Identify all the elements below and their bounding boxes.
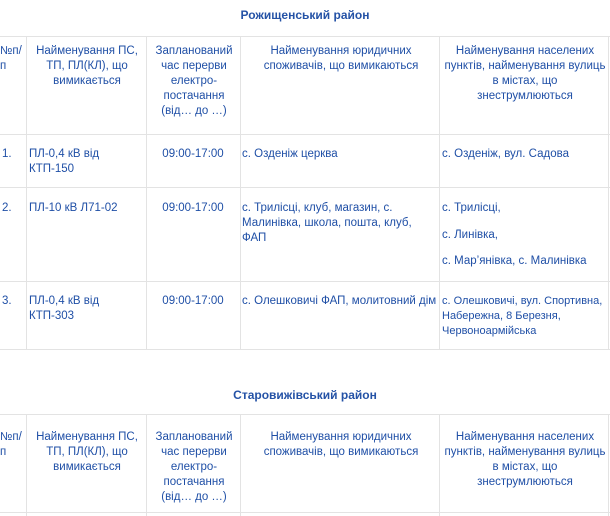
row-number: 3. [2, 295, 12, 307]
divider [608, 414, 609, 516]
divider [0, 512, 610, 513]
row-localities: с. Мар’янівка, с. Малинівка [442, 255, 587, 267]
header-time: Запланований час перерви електро-постачання (від… до …) [155, 431, 233, 503]
header-localities: Найменування населених пунктів, найменування вулиць в містах, що знеструмлюються [444, 45, 606, 102]
row-localities: с. Озденіж, вул. Садова [442, 148, 569, 160]
divider [0, 414, 610, 415]
divider [0, 36, 610, 37]
section-title-starovyzhivskyi: Старовижівський район [233, 388, 377, 402]
row-number: 1. [2, 148, 12, 160]
divider [439, 414, 440, 516]
divider [240, 36, 241, 349]
row-time: 09:00-17:00 [162, 202, 224, 214]
header-object: Найменування ПС, ТП, ПЛ(КЛ), що вимикається [36, 45, 138, 87]
row-consumers: с. Озденіж церква [242, 148, 338, 160]
row-number: 2. [2, 202, 12, 214]
row-consumers: с. Трилісці, клуб, магазин, с. Малинівка, школа, пошта, клуб, ФАП [242, 202, 412, 244]
divider [608, 36, 609, 349]
row-localities: с. Олешковичі, вул. Спортивна, Набережна, 8 Березня, Червоноармійська [442, 295, 603, 337]
row-time: 09:00-17:00 [162, 148, 224, 160]
row-object: ПЛ-0,4 кВ від КТП-303 [29, 295, 100, 322]
divider [0, 281, 610, 282]
divider [0, 187, 610, 188]
divider [26, 414, 27, 516]
header-number: №п/п [0, 431, 22, 458]
header-time: Запланований час перерви електро-постачання (від… до …) [155, 45, 233, 117]
row-object: ПЛ-10 кВ Л71-02 [29, 202, 118, 214]
divider [146, 414, 147, 516]
row-localities: с. Линівка, [442, 229, 499, 241]
row-object: ПЛ-0,4 кВ від КТП-150 [29, 148, 100, 175]
divider [0, 349, 610, 350]
row-time: 09:00-17:00 [162, 295, 224, 307]
row-consumers: с. Олешковичі ФАП, молитовний дім [242, 295, 437, 307]
header-consumers: Найменування юридичних споживачів, що вимикаються [263, 45, 419, 72]
row-localities: с. Трилісці, [442, 202, 501, 214]
header-localities: Найменування населених пунктів, найменування вулиць в містах, що знеструмлюються [444, 431, 606, 488]
divider [26, 36, 27, 349]
divider [240, 414, 241, 516]
section-title-rozhyshche: Рожищенський район [240, 8, 370, 22]
header-consumers: Найменування юридичних споживачів, що вимикаються [263, 431, 419, 458]
header-object: Найменування ПС, ТП, ПЛ(КЛ), що вимикається [36, 431, 138, 473]
divider [0, 134, 610, 135]
divider [439, 36, 440, 349]
header-number: №п/п [0, 45, 22, 72]
